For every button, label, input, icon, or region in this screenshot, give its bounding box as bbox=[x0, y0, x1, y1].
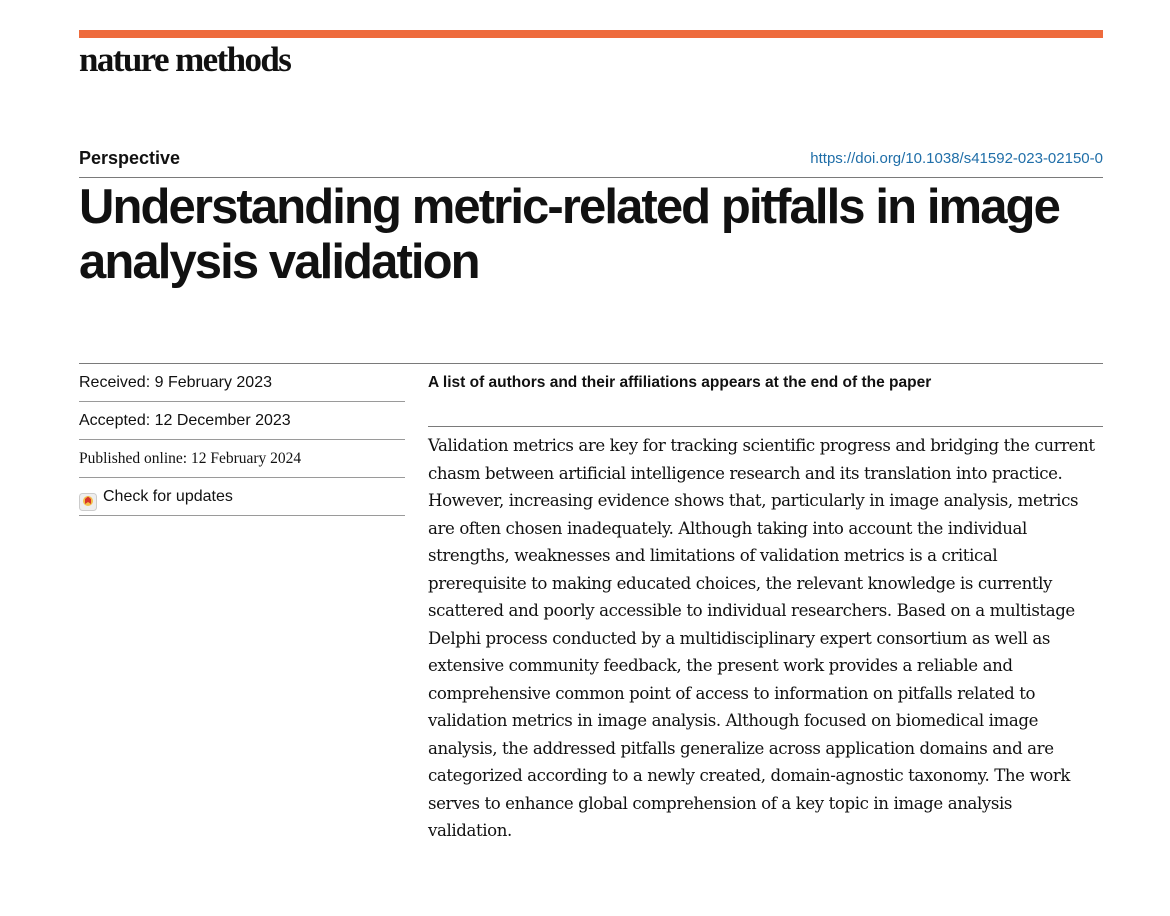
published-date: Published online: 12 February 2024 bbox=[79, 440, 405, 478]
doi-link[interactable]: https://doi.org/10.1038/s41592-023-02150-0 bbox=[810, 150, 1103, 167]
received-date: Received: 9 February 2023 bbox=[79, 364, 405, 402]
check-for-updates-icon bbox=[79, 488, 97, 506]
journal-name[interactable]: nature methods bbox=[79, 40, 291, 79]
check-for-updates-button[interactable] bbox=[79, 478, 405, 516]
authors-affiliation-note: A list of authors and their affiliations appears at the end of the paper bbox=[428, 374, 932, 391]
journal-accent-bar bbox=[79, 30, 1103, 38]
title-divider bbox=[79, 177, 1103, 178]
accepted-date: Accepted: 12 December 2023 bbox=[79, 402, 405, 440]
abstract-divider bbox=[428, 426, 1103, 427]
article-type: Perspective bbox=[79, 148, 181, 168]
check-for-updates-label: Check for updates bbox=[103, 487, 233, 505]
abstract: Validation metrics are key for tracking scientific progress and bridging the current chasm between artificial intelligence research and its translation into practice. However, increasing evidence shows that, particularly in image analysis, metrics are often chosen inadequately. Although taking into account the individual strengths, weaknesses and limitations of validation metrics is a critical prerequisite to making educated choices, the relevant knowledge is currently scattered and poorly accessible to individual researchers. Based on a multistage Delphi process conducted by a multidisciplinary expert consortium as well as extensive community feedback, the present work provides a reliable and comprehensive common point of access to information on pitfalls related to validation metrics in image analysis. Although focused on biomedical image analysis, the addressed pitfalls generalize across application domains and are categorized according to a newly created, domain-agnostic taxonomy. The work serves to enhance global comprehension of a key topic in image analysis validation. bbox=[428, 436, 1095, 840]
article-title: Understanding metric-related pitfalls in image analysis validation bbox=[79, 180, 1059, 289]
article-dates bbox=[79, 364, 405, 516]
